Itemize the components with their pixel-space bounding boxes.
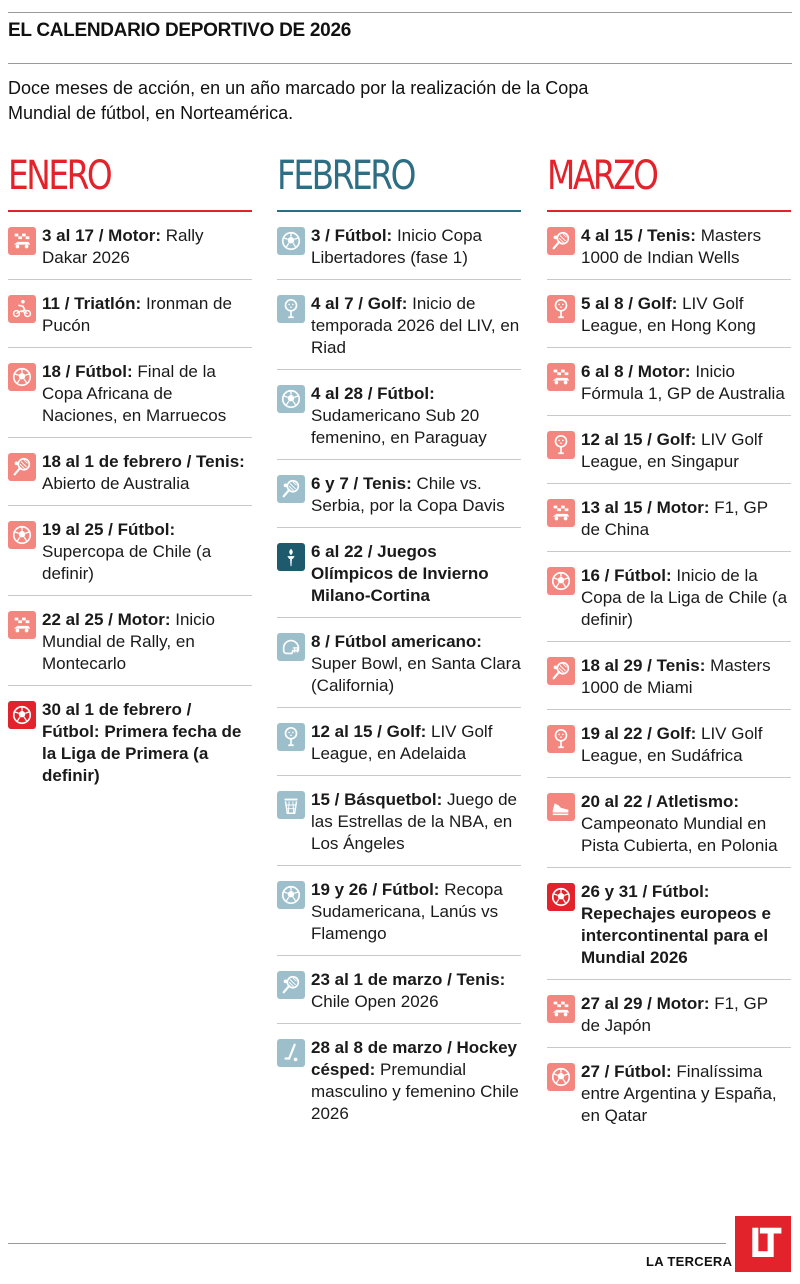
hockey-icon bbox=[277, 1039, 305, 1067]
event-description: Chile Open 2026 bbox=[311, 992, 439, 1011]
month-column-febrero bbox=[277, 148, 521, 1135]
event-date-sport: 18 / Fútbol: bbox=[42, 362, 133, 381]
event-item bbox=[547, 778, 791, 868]
event-item bbox=[277, 212, 521, 280]
event-date-sport: 16 / Fútbol: bbox=[581, 566, 672, 585]
golf-icon bbox=[277, 295, 305, 323]
event-item bbox=[277, 528, 521, 618]
event-date-sport: 28 al 8 de marzo / Hockey césped: bbox=[311, 1038, 517, 1079]
event-date-sport: 11 / Triatlón: bbox=[42, 294, 142, 313]
event-description: Repechajes europeos e intercontinental para el Mundial 2026 bbox=[581, 904, 771, 967]
tennis-icon bbox=[547, 657, 575, 685]
month-title: ENERO bbox=[8, 153, 111, 199]
event-item bbox=[547, 552, 791, 642]
football-icon bbox=[277, 227, 305, 255]
event-description: Super Bowl, en Santa Clara (California) bbox=[311, 654, 521, 695]
tennis-icon bbox=[277, 475, 305, 503]
event-description: LIV Golf League, en Adelaida bbox=[311, 722, 493, 763]
tennis-icon bbox=[8, 453, 36, 481]
event-description: Chile vs. Serbia, por la Copa Davis bbox=[311, 474, 505, 515]
event-description: Final de la Copa Africana de Naciones, en Marruecos bbox=[42, 362, 227, 425]
event-item bbox=[277, 370, 521, 460]
event-date-sport: 19 y 26 / Fútbol: bbox=[311, 880, 440, 899]
event-item bbox=[547, 348, 791, 416]
tennis-icon bbox=[277, 971, 305, 999]
triathlon-icon bbox=[8, 295, 36, 323]
event-date-sport: 12 al 15 / Golf: bbox=[311, 722, 427, 741]
brand-logo-text: LT bbox=[749, 1221, 777, 1267]
football-icon bbox=[8, 363, 36, 391]
event-item bbox=[277, 708, 521, 776]
event-date-sport: 5 al 8 / Golf: bbox=[581, 294, 678, 313]
page-title: EL CALENDARIO DEPORTIVO DE 2026 bbox=[8, 20, 351, 41]
motor-icon bbox=[8, 227, 36, 255]
brand-logo[interactable] bbox=[735, 1216, 791, 1272]
event-date-sport: 15 / Básquetbol: bbox=[311, 790, 443, 809]
event-date-sport: 26 y 31 / Fútbol: bbox=[581, 882, 710, 901]
football-icon bbox=[277, 385, 305, 413]
event-date-sport: 3 al 17 / Motor: bbox=[42, 226, 162, 245]
football-icon bbox=[547, 1063, 575, 1091]
event-description: Masters 1000 de Indian Wells bbox=[581, 226, 762, 267]
football-icon bbox=[547, 567, 575, 595]
event-item bbox=[277, 866, 521, 956]
event-item bbox=[277, 956, 521, 1024]
football-icon bbox=[8, 701, 36, 729]
event-description: Ironman de Pucón bbox=[42, 294, 232, 335]
event-item bbox=[547, 710, 791, 778]
event-description: Inicio Copa Libertadores (fase 1) bbox=[311, 226, 483, 267]
footer-rule bbox=[8, 1243, 726, 1244]
basketball-icon bbox=[277, 791, 305, 819]
month-title: MARZO bbox=[547, 153, 657, 199]
golf-icon bbox=[547, 725, 575, 753]
event-date-sport: 4 al 15 / Tenis: bbox=[581, 226, 696, 245]
event-description: Rally Dakar 2026 bbox=[42, 226, 204, 267]
event-item bbox=[277, 280, 521, 370]
event-date-sport: 6 al 8 / Motor: bbox=[581, 362, 691, 381]
event-date-sport: 22 al 25 / Motor: bbox=[42, 610, 171, 629]
top-rule bbox=[8, 12, 792, 13]
event-description: Primera fecha de la Liga de Primera (a definir) bbox=[42, 722, 242, 785]
event-description: Supercopa de Chile (a definir) bbox=[42, 542, 212, 583]
event-date-sport: 23 al 1 de marzo / Tenis: bbox=[311, 970, 506, 989]
month-column-marzo bbox=[547, 148, 791, 1137]
event-description: F1, GP de Japón bbox=[581, 994, 768, 1035]
golf-icon bbox=[277, 723, 305, 751]
event-date-sport: 4 al 28 / Fútbol: bbox=[311, 384, 435, 403]
golf-icon bbox=[547, 295, 575, 323]
event-date-sport: 4 al 7 / Golf: bbox=[311, 294, 408, 313]
event-description: Campeonato Mundial en Pista Cubierta, en Polonia bbox=[581, 814, 778, 855]
event-item bbox=[547, 1048, 791, 1137]
event-date-sport: 18 al 1 de febrero / Tenis: bbox=[42, 452, 245, 471]
football-helmet-icon bbox=[277, 633, 305, 661]
event-description: Inicio de temporada 2026 del LIV, en Riad bbox=[311, 294, 520, 357]
event-description: Inicio de la Copa de la Liga de Chile (a definir) bbox=[581, 566, 788, 629]
event-date-sport: 19 al 22 / Golf: bbox=[581, 724, 697, 743]
title-rule bbox=[8, 63, 792, 64]
event-item bbox=[8, 212, 252, 280]
football-icon bbox=[547, 883, 575, 911]
event-item bbox=[8, 596, 252, 686]
month-column-enero bbox=[8, 148, 252, 797]
event-item bbox=[547, 280, 791, 348]
intro-text: Doce meses de acción, en un año marcado por la realización de la Copa Mundial de fútbol, en Norteamérica. bbox=[8, 78, 589, 123]
event-item bbox=[8, 438, 252, 506]
event-description: LIV Golf League, en Singapur bbox=[581, 430, 763, 471]
brand-name: LA TERCERA bbox=[646, 1254, 733, 1269]
event-date-sport: 19 al 25 / Fútbol: bbox=[42, 520, 176, 539]
football-icon bbox=[277, 881, 305, 909]
motor-icon bbox=[547, 363, 575, 391]
event-date-sport: 20 al 22 / Atletismo: bbox=[581, 792, 740, 811]
event-date-sport: 27 al 29 / Motor: bbox=[581, 994, 710, 1013]
event-description: LIV Golf League, en Sudáfrica bbox=[581, 724, 763, 765]
event-description: F1, GP de China bbox=[581, 498, 768, 539]
event-item bbox=[8, 686, 252, 797]
event-date-sport: 6 y 7 / Tenis: bbox=[311, 474, 412, 493]
event-description: Inicio Fórmula 1, GP de Australia bbox=[581, 362, 785, 403]
event-item bbox=[277, 776, 521, 866]
event-item bbox=[547, 416, 791, 484]
athletics-shoe-icon bbox=[547, 793, 575, 821]
event-date-sport: 27 / Fútbol: bbox=[581, 1062, 672, 1081]
month-title: FEBRERO bbox=[277, 153, 415, 199]
event-item bbox=[8, 348, 252, 438]
event-date-sport: 12 al 15 / Golf: bbox=[581, 430, 697, 449]
event-date-sport: 13 al 15 / Motor: bbox=[581, 498, 710, 517]
tennis-icon bbox=[547, 227, 575, 255]
event-description: Inicio Mundial de Rally, en Montecarlo bbox=[42, 610, 215, 673]
event-item bbox=[547, 980, 791, 1048]
event-item bbox=[277, 618, 521, 708]
event-item bbox=[8, 280, 252, 348]
motor-icon bbox=[8, 611, 36, 639]
event-description: Juego de las Estrellas de la NBA, en Los Ángeles bbox=[311, 790, 517, 853]
event-item bbox=[277, 460, 521, 528]
event-description: Olímpicos de Invierno Milano-Cortina bbox=[311, 564, 489, 605]
event-date-sport: 3 / Fútbol: bbox=[311, 226, 393, 245]
event-date-sport: 30 al 1 de febrero / Fútbol: bbox=[42, 700, 192, 741]
event-item bbox=[277, 1024, 521, 1135]
event-item bbox=[547, 212, 791, 280]
event-description: Masters 1000 de Miami bbox=[581, 656, 771, 697]
event-description: Abierto de Australia bbox=[42, 474, 190, 493]
event-description: LIV Golf League, en Hong Kong bbox=[581, 294, 756, 335]
event-item bbox=[547, 868, 791, 980]
event-date-sport: 6 al 22 / Juegos bbox=[311, 542, 437, 561]
football-icon bbox=[8, 521, 36, 549]
event-item bbox=[547, 642, 791, 710]
motor-icon bbox=[547, 995, 575, 1023]
motor-icon bbox=[547, 499, 575, 527]
event-item bbox=[8, 506, 252, 596]
event-date-sport: 18 al 29 / Tenis: bbox=[581, 656, 706, 675]
event-description: Sudamericano Sub 20 femenino, en Paraguay bbox=[311, 406, 487, 447]
golf-icon bbox=[547, 431, 575, 459]
event-item bbox=[547, 484, 791, 552]
event-description: Finalíssima entre Argentina y España, en Qatar bbox=[581, 1062, 777, 1125]
event-description: Premundial masculino y femenino Chile 2026 bbox=[311, 1060, 519, 1123]
olympic-torch-icon bbox=[277, 543, 305, 571]
event-description: Recopa Sudamericana, Lanús vs Flamengo bbox=[311, 880, 503, 943]
event-date-sport: 8 / Fútbol americano: bbox=[311, 632, 482, 651]
